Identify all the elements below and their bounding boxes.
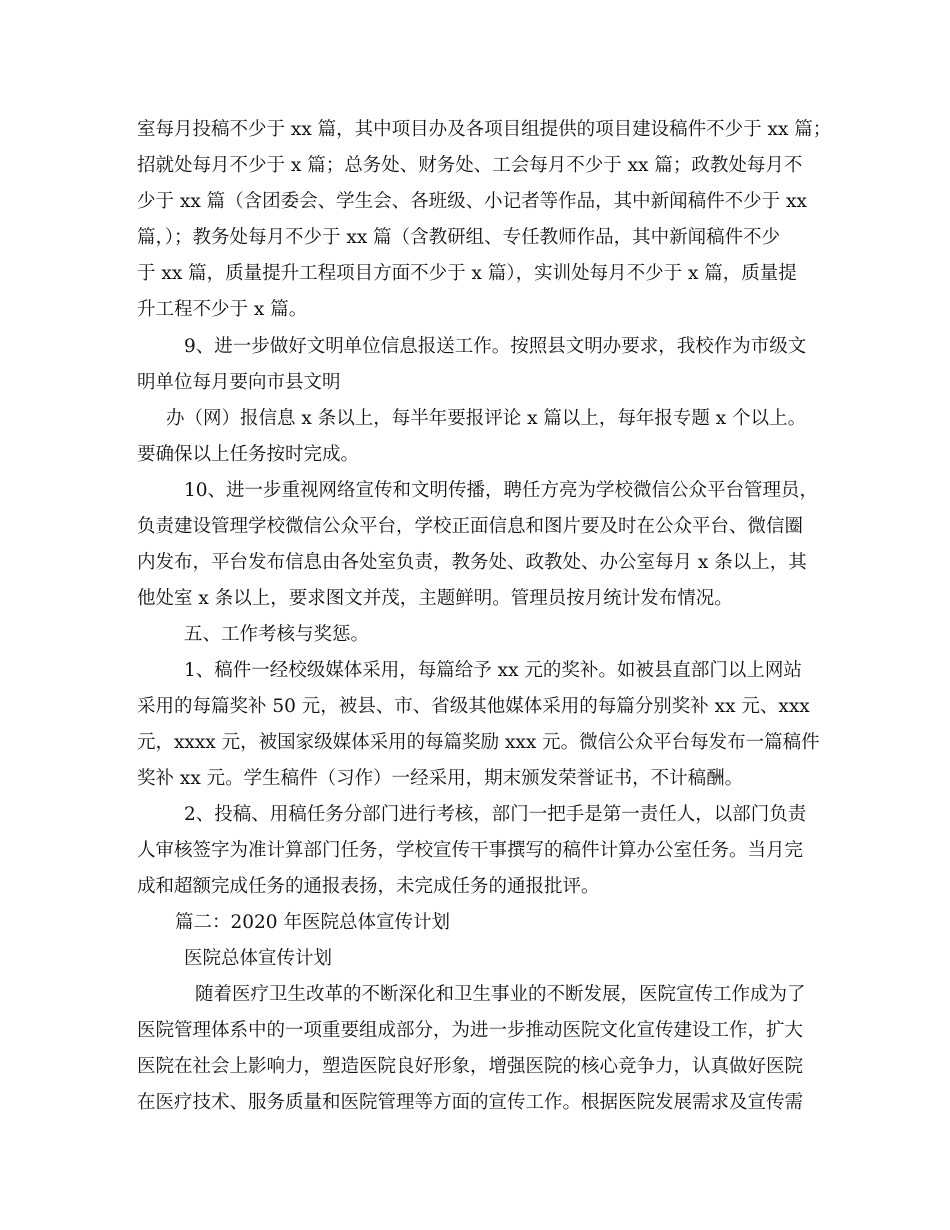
text-line: 要确保以上任务按时完成。 (137, 444, 360, 465)
text-line: 奖补 xx 元。学生稿件（习作）一经采用，期末颁发荣誉证书，不计稿酬。 (137, 768, 744, 789)
document-title: 医院总体宣传计划 (184, 948, 333, 969)
text-line: 随着医疗卫生改革的不断深化和卫生事业的不断发展，医院宣传工作成为了 (195, 984, 806, 1005)
text-line: 医院在社会上影响力，塑造医院良好形象，增强医院的核心竞争力，认真做好医院 (137, 1056, 804, 1077)
text-line: 1、稿件一经校级媒体采用，每篇给予 xx 元的奖补。如被县直部门以上网站 (184, 660, 802, 681)
text-line: 少于 xx 篇（含团委会、学生会、各班级、小记者等作品，其中新闻稿件不少于 xx (137, 191, 807, 212)
text-line: 内发布，平台发布信息由各处室负责，教务处、政教处、办公室每月 x 条以上，其 (137, 552, 807, 573)
text-line: 升工程不少于 x 篇。 (137, 299, 308, 320)
text-line: 办（网）报信息 x 条以上，每半年要报评论 x 篇以上，每年报专题 x 个以上。 (166, 408, 807, 429)
text-line: 招就处每月不少于 x 篇；总务处、财务处、工会每月不少于 xx 篇；政教处每月不 (137, 155, 803, 176)
text-line: 明单位每月要向市县文明 (137, 372, 341, 393)
text-line: 室每月投稿不少于 xx 篇，其中项目办及各项目组提供的项目建设稿件不少于 xx 篇； (137, 119, 832, 140)
text-line: 10、进一步重视网络宣传和文明传播，聘任方亮为学校微信公众平台管理员， (184, 480, 819, 501)
text-line: 元，xxxx 元，被国家级媒体采用的每篇奖励 xxx 元。微信公众平台每发布一篇稿件 (137, 732, 820, 753)
text-line: 采用的每篇奖补 50 元，被县、市、省级其他媒体采用的每篇分别奖补 xx 元、xxx (137, 696, 810, 717)
text-line: 负责建设管理学校微信公众平台，学校正面信息和图片要及时在公众平台、微信圈 (137, 516, 804, 537)
text-line: 于 xx 篇，质量提升工程项目方面不少于 x 篇），实训处每月不少于 x 篇，质量提 (137, 263, 797, 284)
text-line: 人审核签字为准计算部门任务，学校宣传干事撰写的稿件计算办公室任务。当月完 (137, 840, 804, 861)
text-line: 医院管理体系中的一项重要组成部分，为进一步推动医院文化宣传建设工作，扩大 (137, 1020, 804, 1041)
text-line: 成和超额完成任务的通报表扬，未完成任务的通报批评。 (137, 876, 600, 897)
text-line: 9、进一步做好文明单位信息报送工作。按照县文明办要求，我校作为市级文 (184, 336, 807, 357)
text-line: 在医疗技术、服务质量和医院管理等方面的宣传工作。根据医院发展需求及宣传需 (137, 1092, 804, 1113)
text-line: 他处室 x 条以上，要求图文并茂，主题鲜明。管理员按月统计发布情况。 (137, 588, 733, 609)
section-heading: 五、工作考核与奖惩。 (184, 624, 370, 645)
text-line: 2、投稿、用稿任务分部门进行考核，部门一把手是第一责任人，以部门负责 (184, 804, 807, 825)
section-heading: 篇二：2020 年医院总体宣传计划 (175, 912, 450, 933)
text-line: 篇，）；教务处每月不少于 xx 篇（含教研组、专任教师作品，其中新闻稿件不少 (137, 227, 781, 248)
